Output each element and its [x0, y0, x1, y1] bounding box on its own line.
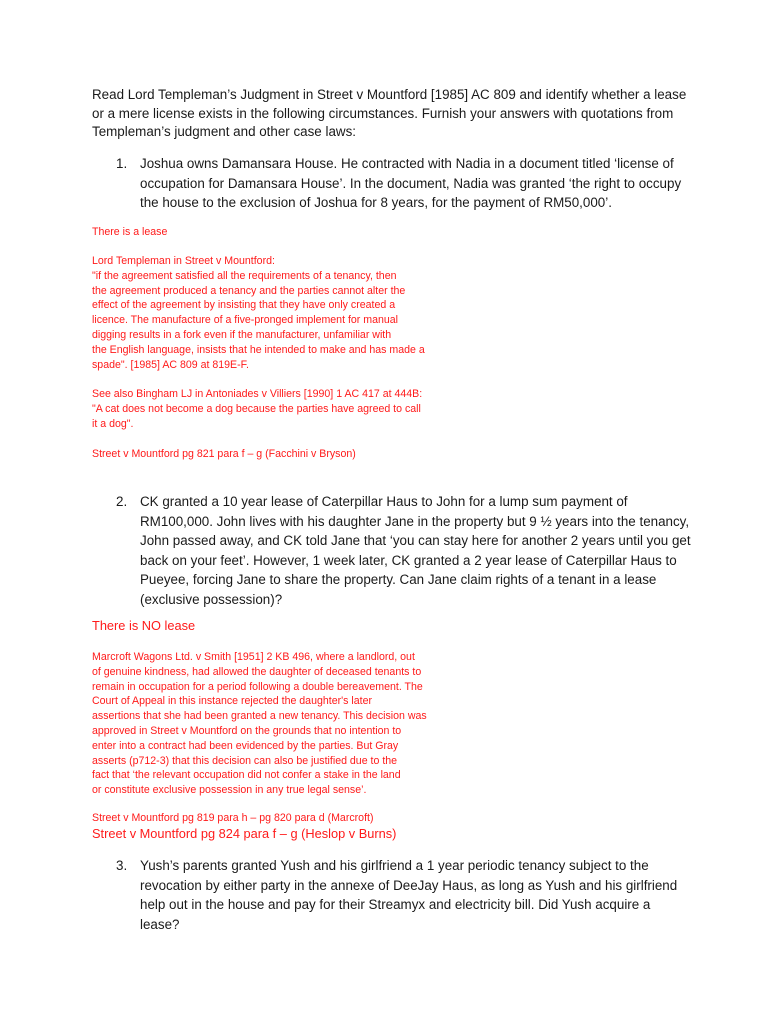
answer-line: approved in Street v Mountford on the grounds that no intention to [92, 724, 402, 737]
question-line: help out in the house and pay for their Streamyx and electricity bill. Did Yush acquire a [140, 897, 651, 912]
case-reference: Street v Mountford pg 821 para f – g (Facchini v Bryson) [92, 448, 356, 460]
see-also-line: "A cat does not become a dog because the parties have agreed to call [92, 402, 421, 415]
answer-1-quote [92, 254, 492, 372]
question-line: the house to the exclusion of Joshua for 8 years, for the payment of RM50,000’. [140, 195, 612, 210]
quote-line: digging results in a fork even if the manufacturer, unfamiliar with [92, 328, 392, 341]
question-2 [116, 492, 716, 612]
quote-line: licence. The manufacture of a five-pronged implement for manual [92, 314, 399, 327]
question-line: RM100,000. John lives with his daughter Jane in the property but 9 ½ years into the tenancy, [140, 513, 690, 529]
question-line: revocation by either party in the annexe of DeeJay Haus, as long as Yush and his girlfriend [140, 877, 678, 893]
answer-line: Marcroft Wagons Ltd. v Smith [1951] 2 KB 496, where a landlord, out [92, 651, 415, 663]
intro-paragraph [92, 86, 692, 142]
intro-line: Read Lord Templeman’s Judgment in Street v Mountford [1985] AC 809 and identify whether a lease [92, 87, 687, 102]
answer-line: of genuine kindness, had allowed the daughter of deceased tenants to [92, 665, 422, 678]
quote-line: effect of the agreement by insisting that they have only created a [92, 299, 396, 312]
verdict-text: There is NO lease [92, 618, 196, 633]
case-reference: Street v Mountford pg 824 para f – g (Heslop v Burns) [92, 826, 397, 841]
quote-line: the English language, insists that he intended to make and has made a [92, 343, 425, 356]
question-text [140, 154, 700, 213]
verdict-text: There is a lease [92, 226, 168, 238]
quote-line: "if the agreement satisfied all the requirements of a tenancy, then [92, 269, 397, 282]
question-line: CK granted a 10 year lease of Caterpillar Haus to John for a lump sum payment of [140, 494, 628, 509]
intro-line: or a mere license exists in the following circumstances. Furnish your answers with quotations from [92, 105, 674, 121]
question-text [140, 492, 700, 609]
question-number: 3. [116, 858, 128, 873]
question-number: 1. [116, 156, 128, 171]
question-line: (exclusive possession)? [140, 591, 283, 607]
question-line: lease? [140, 916, 180, 932]
intro-line: Templeman’s judgment and other case laws: [92, 124, 356, 139]
answer-line: Court of Appeal in this instance rejected the daughter's later [92, 695, 372, 708]
question-1 [116, 154, 716, 214]
answer-line: assertions that she had been granted a new tenancy. This decision was [92, 710, 427, 723]
case-reference: Street v Mountford pg 819 para h – pg 820 para d (Marcroft) [92, 812, 374, 824]
answer-2-reference-1 [92, 811, 373, 826]
answer-2-reference-2 [92, 826, 396, 842]
quote-line: the agreement produced a tenancy and the parties cannot alter the [92, 284, 406, 297]
see-also-line: See also Bingham LJ in Antoniades v Villiers [1990] 1 AC 417 at 444B: [92, 388, 423, 400]
quote-heading: Lord Templeman in Street v Mountford: [92, 255, 275, 267]
question-line: Yush’s parents granted Yush and his girlfriend a 1 year periodic tenancy subject to the [140, 858, 649, 873]
see-also-line: it a dog". [92, 417, 134, 430]
question-line: John passed away, and CK told Jane that ‘you can stay here for another 2 years until you get [140, 533, 691, 548]
answer-2-verdict [92, 618, 195, 634]
answer-2-body [92, 650, 492, 798]
answer-line: asserts (p712-3) that this decision can also be justified due to the [92, 754, 398, 767]
question-line: Joshua owns Damansara House. He contracted with Nadia in a document titled ‘license of [140, 156, 674, 171]
question-line: Pueyee, forcing Jane to share the property. Can Jane claim rights of a tenant in a lease [140, 572, 657, 587]
answer-1-verdict [92, 225, 167, 240]
answer-line: enter into a contract had been evidenced by the parties. But Gray [92, 739, 399, 752]
answer-1-see-also [92, 387, 492, 431]
question-line: back on your feet’. However, 1 week later, CK granted a 2 year lease of Caterpillar Haus to [140, 552, 677, 568]
question-number: 2. [116, 494, 128, 509]
quote-line: spade". [1985] AC 809 at 819E-F. [92, 358, 249, 371]
question-text [140, 856, 700, 934]
question-3 [116, 856, 716, 936]
question-line: occupation for Damansara House’. In the document, Nadia was granted ‘the right to occupy [140, 175, 682, 191]
answer-line: or constitute exclusive possession in any true legal sense’. [92, 784, 367, 797]
answer-line: remain in occupation for a period following a double bereavement. The [92, 680, 423, 693]
answer-1-reference [92, 447, 356, 462]
answer-line: fact that ‘the relevant occupation did not confer a stake in the land [92, 769, 401, 782]
